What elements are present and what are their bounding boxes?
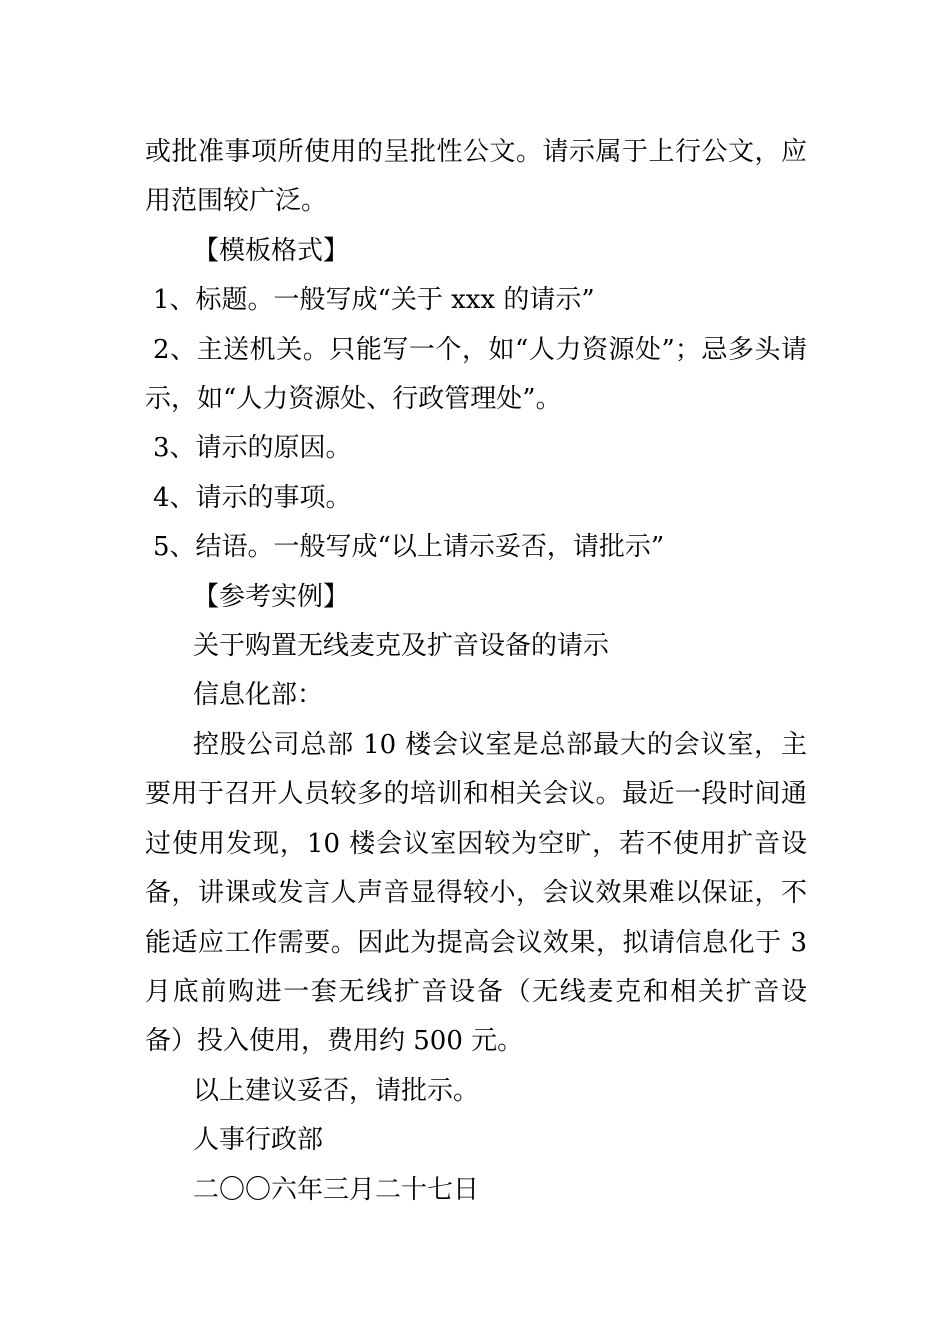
document-body [145,128,807,1215]
intro-paragraph: 或批准事项所使用的呈批性公文。请示属于上行公文，应用范围较广泛。 [145,137,807,217]
example-title: 关于购置无线麦克及扩音设备的请示 [193,631,610,662]
example-date: 二〇〇六年三月二十七日 [193,1174,480,1205]
template-item-closing: 5、结语。一般写成“以上请示妥否，请批示” [153,532,665,563]
example-signature: 人事行政部 [193,1125,324,1156]
template-item-recipient: 2、主送机关。只能写一个，如“人力资源处”；忌多头请示，如“人力资源处、行政管理处”。 [145,334,807,415]
example-closing: 以上建议妥否，请批示。 [193,1075,480,1106]
template-item-matter: 4、请示的事项。 [153,482,352,513]
example-recipient: 信息化部： [193,680,324,711]
template-item-reason: 3、请示的原因。 [153,433,352,464]
template-heading: 【模板格式】 [193,235,350,266]
template-item-title: 1、标题。一般写成“关于 xxx 的请示” [153,285,595,316]
example-body: 控股公司总部 10 楼会议室是总部最大的会议室，主要用于召开人员较多的培训和相关会议。最近一段时间通过使用发现，10 楼会议室因较为空旷，若不使用扩音设备，讲课或发言人声音显得较小，会议效果难以保证，不能适应工作需要。因此为提高会议效果，拟请信息化于 3 月底前购进一套无线扩音设备（无线麦克和相关扩音设备）投入使用，费用约 500 元。 [145,729,807,1057]
example-heading: 【参考实例】 [193,581,350,612]
